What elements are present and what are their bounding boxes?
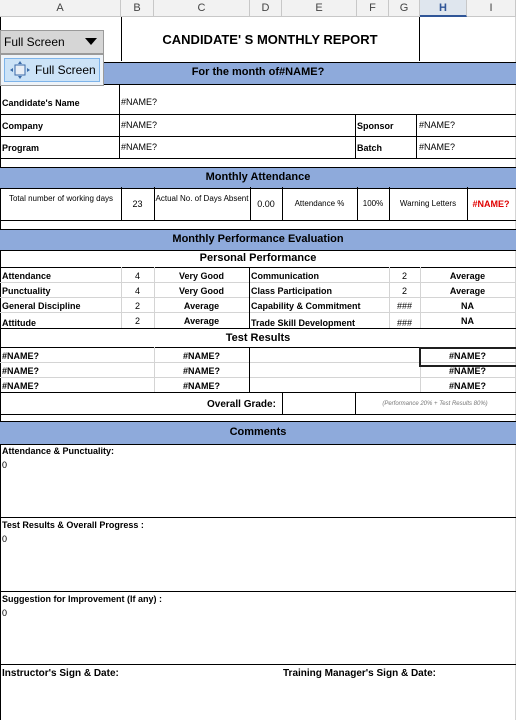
perf-skill-score[interactable]: ### [396, 318, 413, 328]
comment-improvement-label: Suggestion for Improvement (If any) : [2, 594, 163, 604]
days-absent-label: Actual No. of Days Absent [155, 194, 249, 203]
company-label: Company [2, 121, 44, 131]
test-row-3-grade[interactable]: #NAME? [448, 381, 486, 391]
comment-attendance-label: Attendance & Punctuality: [2, 446, 115, 456]
selected-cell[interactable] [419, 347, 516, 367]
column-header-h[interactable]: H [420, 0, 467, 17]
perf-capability-score[interactable]: ### [396, 301, 413, 311]
perf-skill-rating: NA [461, 316, 474, 326]
test-row-1-name: #NAME? [2, 351, 40, 361]
attendance-pct-value[interactable]: 100% [362, 199, 384, 208]
fullscreen-menu-item-label: Full Screen [35, 63, 96, 77]
fullscreen-menu-item[interactable] [4, 58, 100, 82]
instructor-sign-label: Instructor's Sign & Date: [2, 668, 119, 679]
perf-communication-score[interactable]: 2 [401, 271, 407, 281]
batch-label: Batch [357, 143, 383, 153]
perf-capability-rating: NA [461, 301, 474, 311]
program-value[interactable]: #NAME? [121, 142, 158, 152]
perf-attendance-score[interactable]: 4 [134, 271, 140, 281]
attendance-pct-label: Attendance % [294, 199, 345, 208]
comment-improvement-value[interactable]: 0 [2, 608, 8, 618]
test-row-3-score[interactable]: #NAME? [182, 381, 220, 391]
comment-attendance-value[interactable]: 0 [2, 460, 8, 470]
perf-skill-label: Trade Skill Development [251, 318, 356, 328]
month-band: For the month of#NAME? [0, 62, 516, 85]
test-row-2-grade[interactable]: #NAME? [448, 366, 486, 376]
test-row-2-score[interactable]: #NAME? [182, 366, 220, 376]
perf-capability-label: Capability & Commitment [251, 301, 361, 311]
personal-performance-header: Personal Performance [199, 252, 317, 264]
company-value[interactable]: #NAME? [121, 120, 158, 130]
candidate-name-label: Candidate's Name [2, 98, 80, 108]
test-results-header: Test Results [225, 332, 291, 344]
warning-letters-label: Warning Letters [399, 199, 457, 208]
perf-attitude-score[interactable]: 2 [134, 316, 140, 326]
perf-communication-label: Communication [251, 271, 320, 281]
test-row-1-score[interactable]: #NAME? [182, 351, 220, 361]
test-row-3-name: #NAME? [2, 381, 40, 391]
column-header-i[interactable]: I [467, 0, 516, 17]
grade-formula-note: (Performance 20% + Test Results 80%) [382, 401, 488, 407]
perf-punctuality-rating: Very Good [178, 286, 224, 296]
column-header-b[interactable]: B [121, 0, 154, 17]
worksheet-grid[interactable] [0, 17, 516, 720]
performance-band: Monthly Performance Evaluation [0, 229, 516, 251]
dropdown-arrow-icon[interactable] [85, 38, 97, 45]
comment-progress-value[interactable]: 0 [2, 534, 8, 544]
manager-sign-label: Training Manager's Sign & Date: [283, 668, 436, 679]
perf-participation-score[interactable]: 2 [401, 286, 407, 296]
perf-participation-rating: Average [449, 286, 486, 296]
program-label: Program [2, 143, 40, 153]
sponsor-value[interactable]: #NAME? [419, 120, 456, 130]
fullscreen-toolbar [0, 30, 105, 92]
column-header-f[interactable]: F [357, 0, 389, 17]
report-title: CANDIDATE' S MONTHLY REPORT [162, 32, 378, 47]
perf-discipline-score[interactable]: 2 [134, 301, 140, 311]
perf-punctuality-score[interactable]: 4 [134, 286, 140, 296]
column-header-g[interactable]: G [389, 0, 420, 17]
working-days-label: Total number of working days [8, 194, 114, 203]
candidate-name-value[interactable]: #NAME? [121, 97, 158, 107]
fullscreen-menu [0, 54, 104, 86]
comments-band: Comments [0, 421, 516, 445]
working-days-value[interactable]: 23 [132, 199, 143, 209]
column-header-a[interactable]: A [0, 0, 121, 17]
test-row-1-grade[interactable]: #NAME? [448, 351, 486, 361]
perf-discipline-label: General Discipline [2, 301, 81, 311]
batch-value[interactable]: #NAME? [419, 142, 456, 152]
fullscreen-dropdown-label: Full Screen [4, 35, 65, 49]
overall-grade-label: Overall Grade: [207, 399, 276, 410]
attendance-band: Monthly Attendance [0, 167, 516, 189]
perf-attitude-rating: Average [183, 316, 220, 326]
perf-punctuality-label: Punctuality [2, 286, 51, 296]
fullscreen-icon [10, 61, 30, 79]
perf-communication-rating: Average [449, 271, 486, 281]
fullscreen-dropdown[interactable] [0, 30, 104, 54]
perf-attendance-rating: Very Good [178, 271, 224, 281]
perf-participation-label: Class Participation [251, 286, 333, 296]
days-absent-value[interactable]: 0.00 [257, 199, 275, 209]
sponsor-label: Sponsor [357, 121, 394, 131]
test-row-2-name: #NAME? [2, 366, 40, 376]
column-header-e[interactable]: E [282, 0, 357, 17]
warning-letters-value[interactable]: #NAME? [472, 199, 510, 209]
comment-progress-label: Test Results & Overall Progress : [2, 520, 144, 530]
perf-attitude-label: Attitude [2, 318, 36, 328]
perf-attendance-label: Attendance [2, 271, 52, 281]
column-header-c[interactable]: C [154, 0, 250, 17]
perf-discipline-rating: Average [183, 301, 220, 311]
column-header-d[interactable]: D [250, 0, 282, 17]
